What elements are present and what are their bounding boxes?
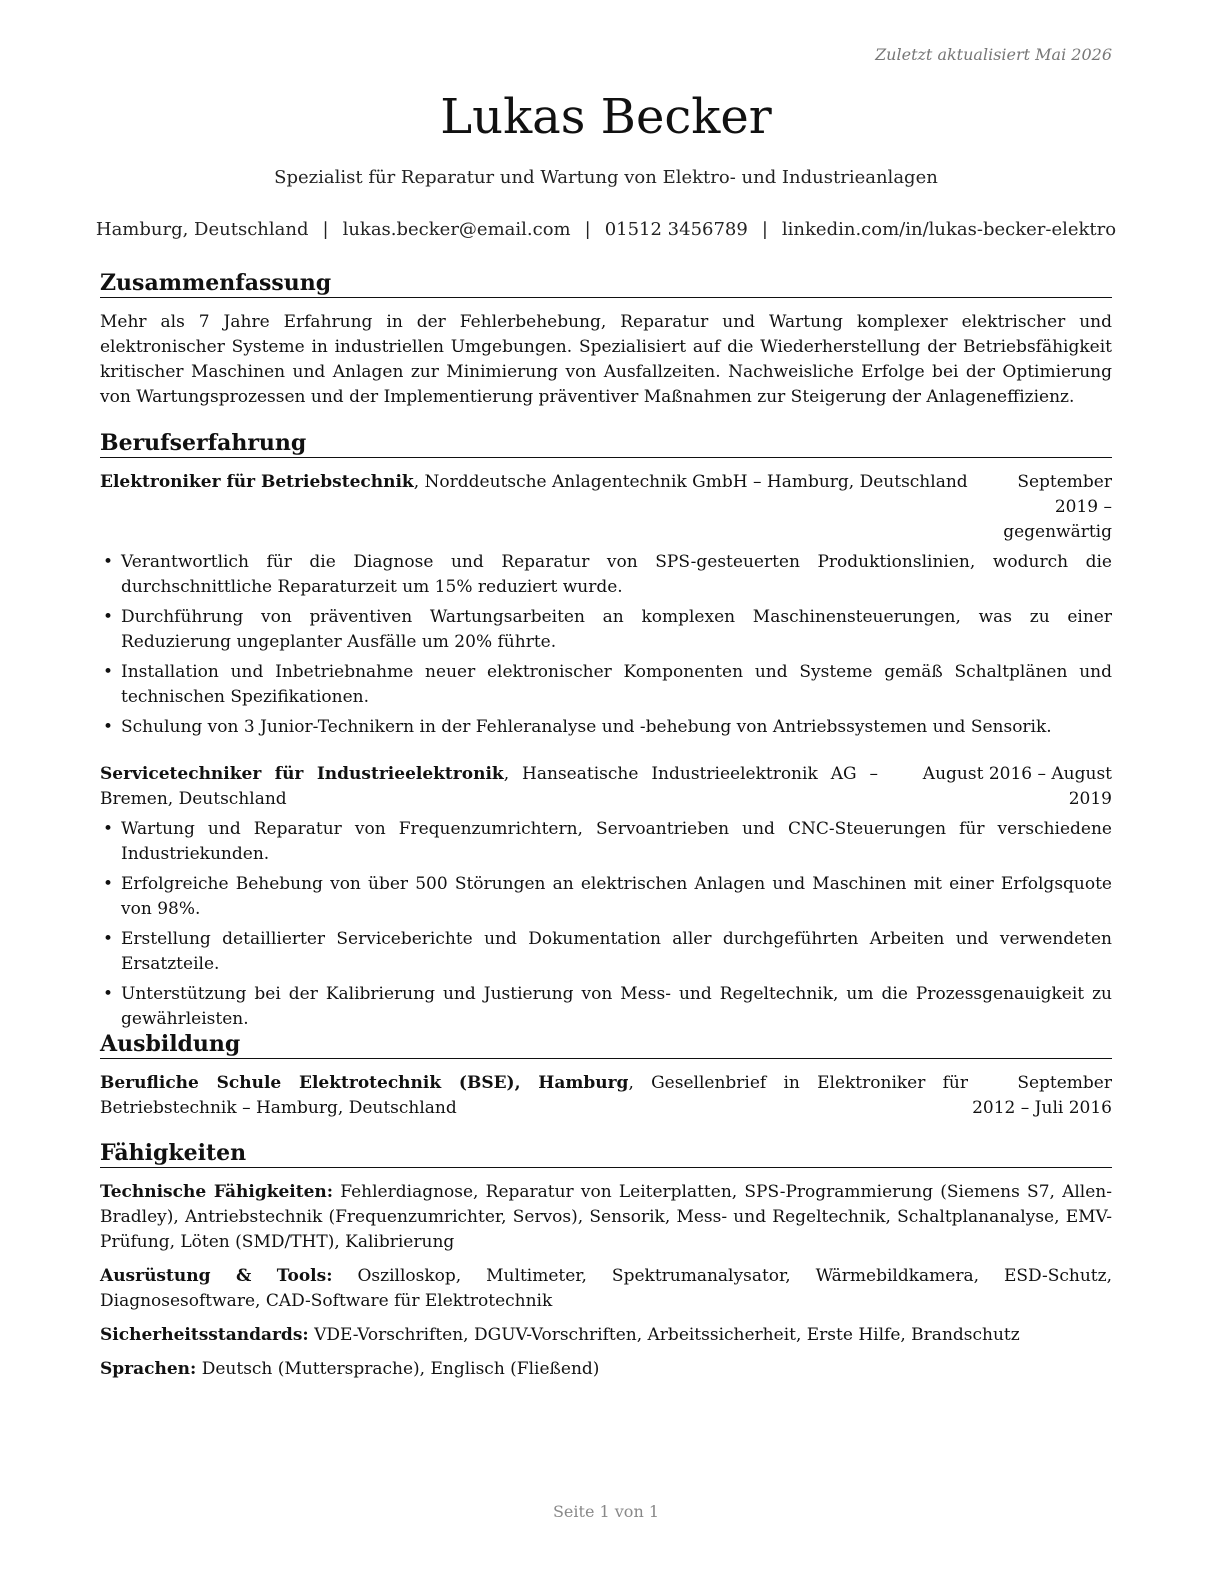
job-role: Servicetechniker für Industrieelektronik bbox=[100, 764, 504, 784]
job-dates: August 2016 – August 2019 bbox=[922, 764, 1112, 809]
skills-heading: Fähigkeiten bbox=[100, 1140, 1112, 1168]
job-bullets bbox=[100, 817, 1112, 1032]
skill-row bbox=[100, 1357, 1112, 1382]
contact-linkedin[interactable]: linkedin.com/in/lukas-becker-elektro bbox=[781, 219, 1117, 240]
job-header bbox=[100, 762, 1112, 812]
skill-label: Sicherheitsstandards: bbox=[100, 1325, 309, 1345]
school-name: Berufliche Schule Elektrotechnik (BSE), Hamburg bbox=[100, 1073, 629, 1093]
summary-heading: Zusammenfassung bbox=[100, 270, 1112, 298]
experience-section bbox=[100, 430, 1112, 1037]
summary-text: Mehr als 7 Jahre Erfahrung in der Fehlerbehebung, Reparatur und Wartung komplexer elektrischer und elektronischer Systeme in industriellen Umgebungen. Spezialisiert auf die Wiederherstellung der Betriebsfähigkeit kritischer Maschinen und Anlagen zur Minimierung von Ausfallzeiten. Nachweisliche Erfolge bei der Optimierung von Wartungsprozessen und der Implementierung präventiver Maßnahmen zur Steigerung der Anlageneffizienz. bbox=[100, 312, 1112, 407]
job-bullets bbox=[100, 550, 1112, 740]
education-section bbox=[100, 1031, 1112, 1121]
skills-section bbox=[100, 1140, 1112, 1391]
skill-label: Technische Fähigkeiten: bbox=[100, 1182, 334, 1202]
list-item: • Erfolgreiche Behebung von über 500 Störungen an elektrischen Anlagen und Maschinen mit einer Erfolgsquote von 98%. bbox=[103, 874, 1112, 919]
skill-value: Deutsch (Muttersprache), Englisch (Fließend) bbox=[201, 1359, 600, 1379]
contact-separator: | bbox=[761, 219, 768, 240]
skill-value: Fehlerdiagnose, Reparatur von Leiterplatten, SPS-Programmierung (Siemens S7, Allen-Bradley), Antriebstechnik (Frequenzumrichter, Servos), Sensorik, Mess- und Regeltechnik, Schaltplananalyse, EMV-Prüfung, Löten (SMD/THT), Kalibrierung bbox=[100, 1182, 1112, 1252]
skill-row bbox=[100, 1180, 1112, 1255]
list-item: • Installation und Inbetriebnahme neuer elektronischer Komponenten und Systeme gemäß Schaltplänen und technischen Spezifikationen. bbox=[103, 662, 1112, 707]
education-dates: September 2012 – Juli 2016 bbox=[972, 1073, 1112, 1118]
list-item: • Wartung und Reparatur von Frequenzumrichtern, Servoantrieben und CNC-Steuerungen für verschiedene Industriekunden. bbox=[103, 819, 1112, 864]
last-updated: Zuletzt aktualisiert Mai 2026 bbox=[875, 45, 1112, 64]
summary-section bbox=[100, 270, 1112, 410]
skill-row bbox=[100, 1264, 1112, 1314]
contact-separator: | bbox=[584, 219, 591, 240]
list-item: • Erstellung detaillierter Serviceberichte und Dokumentation aller durchgeführten Arbeiten und verwendeten Ersatzteile. bbox=[103, 929, 1112, 974]
job-company: , Hanseatische Industrieelektronik AG – Bremen, Deutschland bbox=[100, 764, 878, 809]
person-name: Lukas Becker bbox=[440, 89, 772, 145]
contact-phone[interactable]: 01512 3456789 bbox=[604, 219, 748, 240]
list-item: • Durchführung von präventiven Wartungsarbeiten an komplexen Maschinensteuerungen, was zu einer Reduzierung ungeplanter Ausfälle um 20% führte. bbox=[103, 607, 1112, 652]
skill-row bbox=[100, 1323, 1112, 1348]
contact-location: Hamburg, Deutschland bbox=[95, 219, 309, 240]
education-entry bbox=[100, 1071, 1112, 1121]
skill-value: Oszilloskop, Multimeter, Spektrumanalysator, Wärmebildkamera, ESD-Schutz, Diagnosesoftware, CAD-Software für Elektrotechnik bbox=[100, 1266, 1113, 1311]
skill-label: Sprachen: bbox=[100, 1359, 197, 1379]
job-company: , Norddeutsche Anlagentechnik GmbH – Hamburg, Deutschland bbox=[413, 472, 968, 492]
experience-heading: Berufserfahrung bbox=[100, 430, 1112, 458]
job-dates: September 2019 – gegenwärtig bbox=[1003, 472, 1112, 542]
education-heading: Ausbildung bbox=[100, 1031, 1112, 1059]
job-entry bbox=[100, 470, 1112, 740]
job-header bbox=[100, 470, 1112, 545]
page-number: Seite 1 von 1 bbox=[552, 1502, 660, 1521]
degree: , Gesellenbrief in Elektroniker für Betriebstechnik – Hamburg, Deutschland bbox=[100, 1073, 968, 1118]
list-item: • Schulung von 3 Junior-Technikern in der Fehleranalyse und -behebung von Antriebssystemen und Sensorik. bbox=[103, 717, 1052, 737]
job-subtitle: Spezialist für Reparatur und Wartung von Elektro- und Industrieanlagen bbox=[274, 167, 938, 188]
contact-separator: | bbox=[322, 219, 329, 240]
job-entry bbox=[100, 762, 1112, 1032]
skill-label: Ausrüstung & Tools: bbox=[100, 1266, 333, 1286]
resume-page bbox=[95, 0, 1117, 1584]
skill-value: VDE-Vorschriften, DGUV-Vorschriften, Arbeitssicherheit, Erste Hilfe, Brandschutz bbox=[314, 1325, 1020, 1345]
job-role: Elektroniker für Betriebstechnik bbox=[100, 472, 414, 492]
list-item: • Verantwortlich für die Diagnose und Reparatur von SPS-gesteuerten Produktionslinien, wodurch die durchschnittliche Reparaturzeit um 15% reduziert wurde. bbox=[103, 552, 1112, 597]
contact-email[interactable]: lukas.becker@email.com bbox=[342, 219, 571, 240]
contact-line bbox=[60, 219, 1152, 240]
list-item: • Unterstützung bei der Kalibrierung und Justierung von Mess- und Regeltechnik, um die Prozessgenauigkeit zu gewährleisten. bbox=[103, 984, 1112, 1029]
